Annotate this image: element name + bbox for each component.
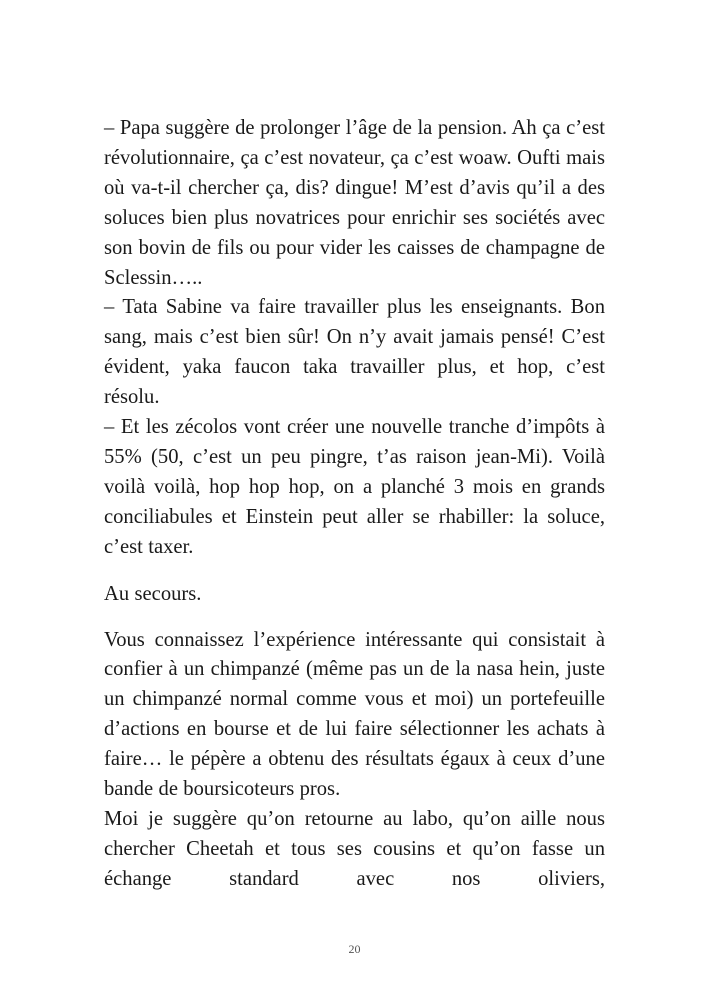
paragraph-tata-sabine: – Tata Sabine va faire travailler plus les enseignants. Bon sang, mais c’est bien sûr! On n’y avait jamais pensé! C’est évident, yaka faucon taka travailler plus, et hop, c’est résolu. xyxy=(104,296,605,409)
paragraph-chimpanzee-experiment: Vous connaissez l’expérience intéressante qui consistait à confier à un chimpanzé (même pas un de la nasa hein, juste un chimpanzé normal comme vous et moi) un portefeuille d’actions en bourse et de lui faire sélectionner les achats à faire… le pépère a obtenu des résultats égaux à ceux d’une bande de boursicoteurs pros. xyxy=(104,628,605,801)
page-body xyxy=(104,114,605,895)
paragraph-cheetah-suggestion: Moi je suggère qu’on retourne au labo, qu’on aille nous chercher Cheetah et tous ses cousins et qu’on fasse un échange standard avec nos oliviers, xyxy=(104,807,605,890)
paragraph-papa-pension: – Papa suggère de prolonger l’âge de la pension. Ah ça c’est révolutionnaire, ça c’est novateur, ça c’est woaw. Oufti mais où va-t-il chercher ça, dis? dingue! M’est d’avis qu’il a des soluces bien plus novatrices pour enrichir ses sociétés avec son bovin de fils ou pour vider les caisses de champagne de Sclessin….. xyxy=(104,117,605,289)
paragraph-zecolos-taxes: – Et les zécolos vont créer une nouvelle tranche d’impôts à 55% (50, c’est un peu pingre, t’as raison jean-Mi). Voilà voilà voilà, hop hop hop, on a planché 3 mois en grands conciliabules et Einstein peut aller se rhabiller: la soluce, c’est taxer. xyxy=(104,416,605,558)
paragraph-au-secours: Au secours. xyxy=(104,582,202,605)
page-number: 20 xyxy=(348,942,361,956)
